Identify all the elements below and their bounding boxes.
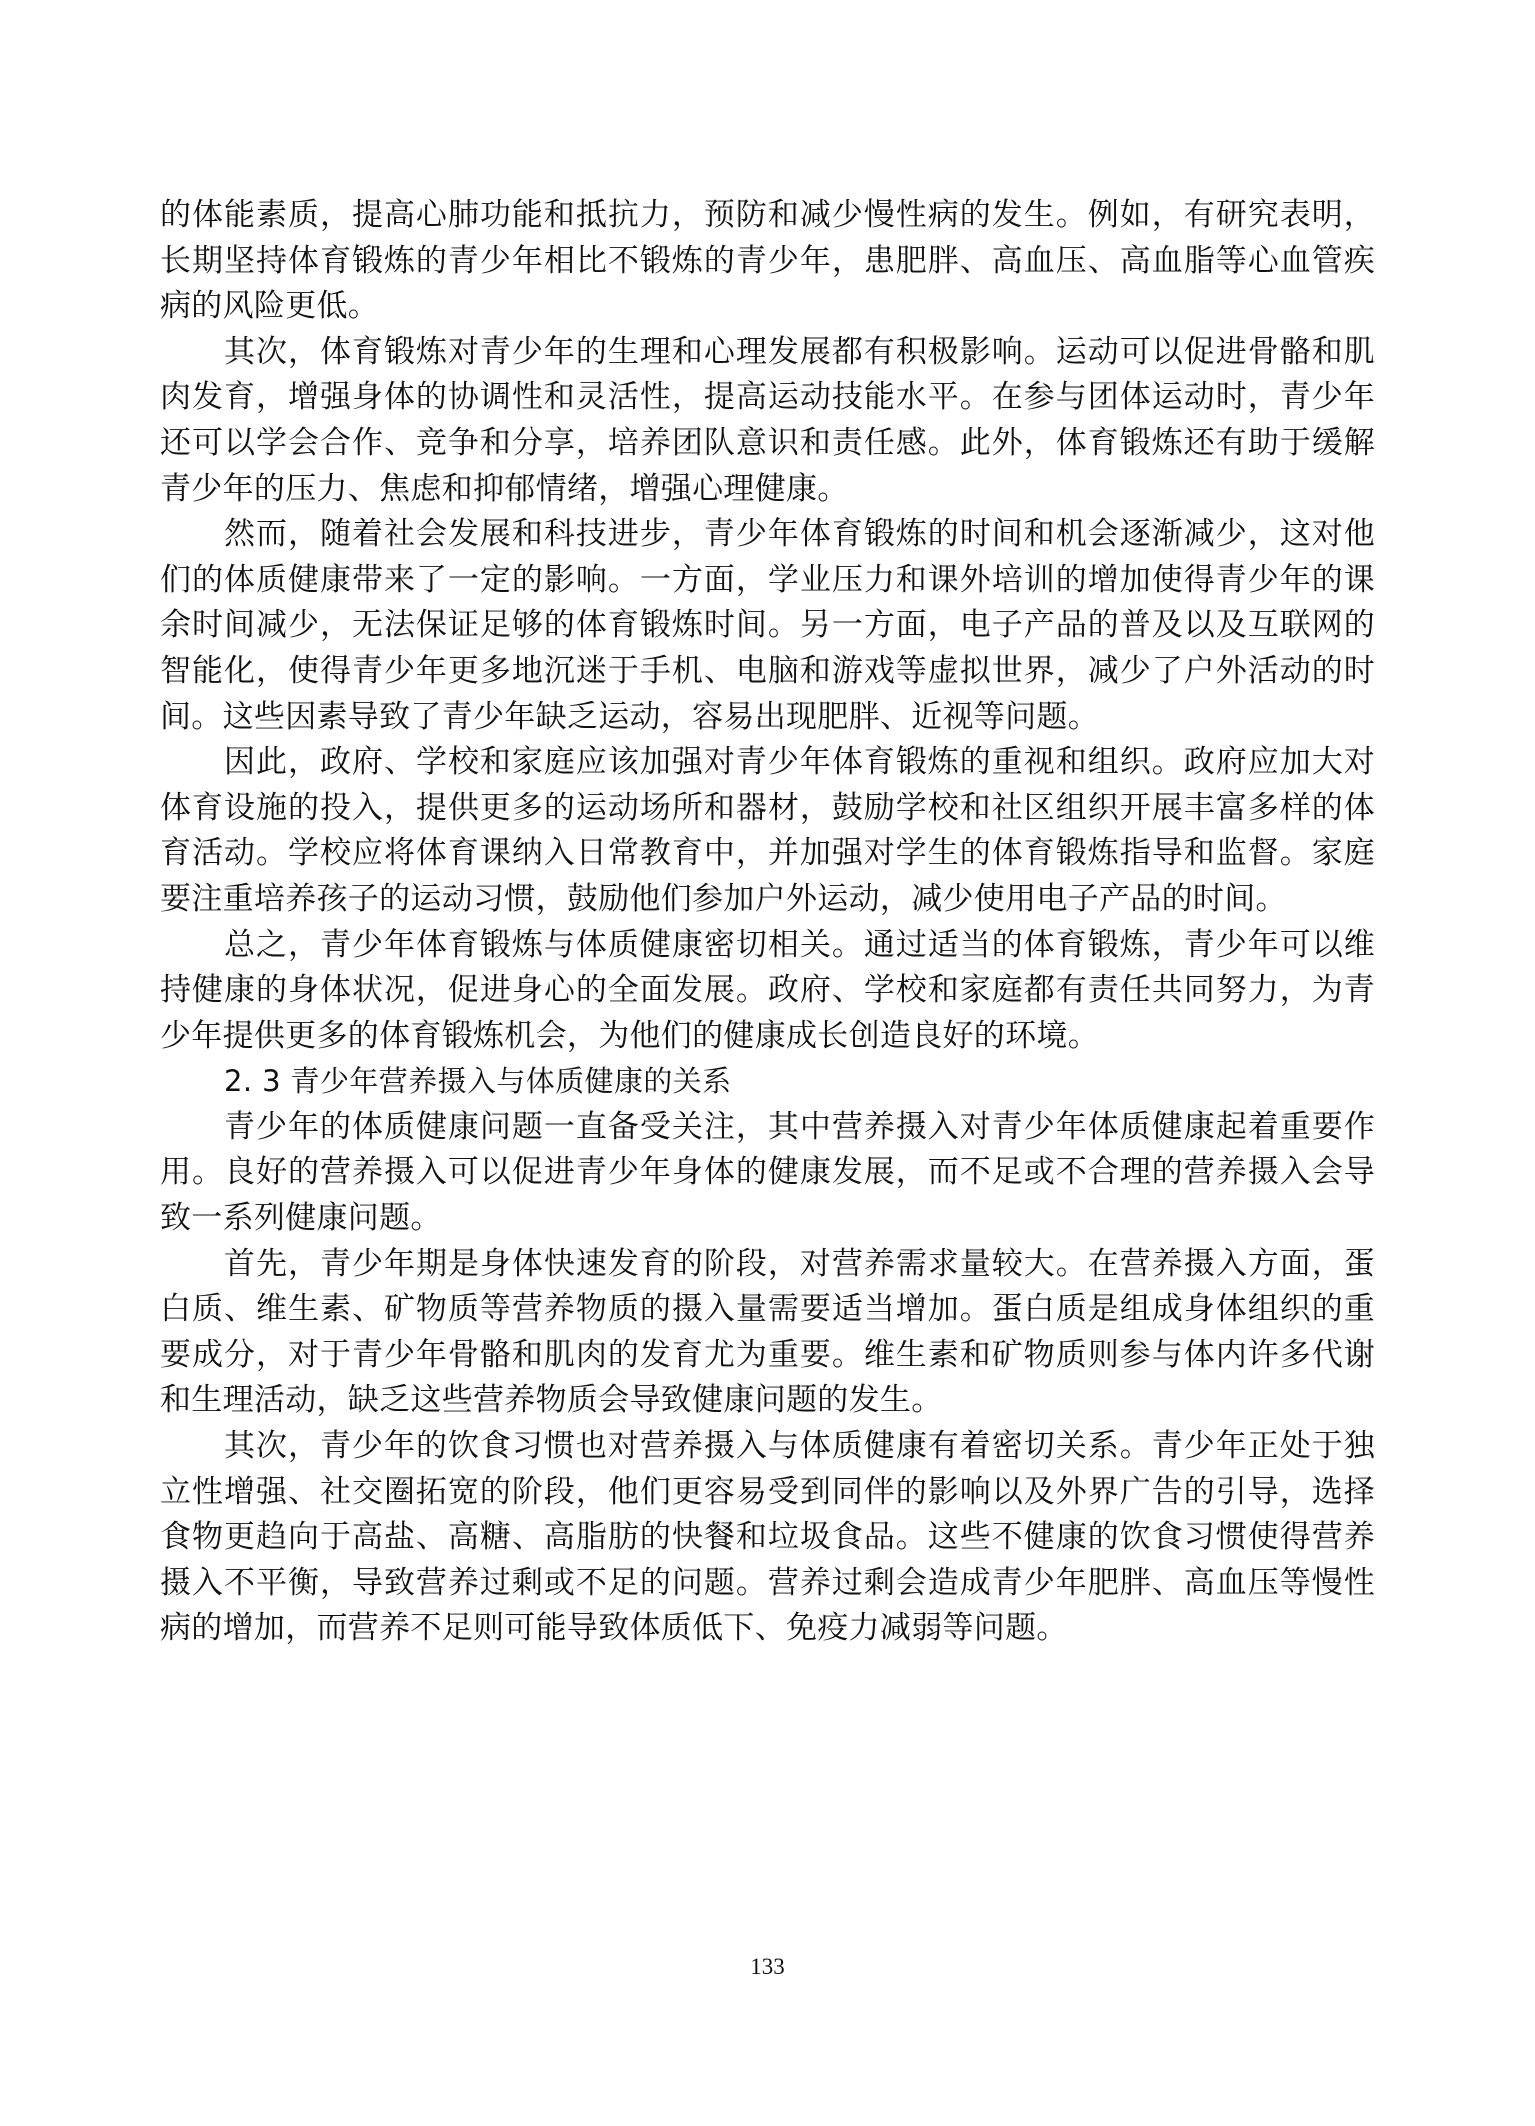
paragraph-conclusion: 总之，青少年体育锻炼与体质健康密切相关。通过适当的体育锻炼，青少年可以维持健康的身体状况，促进身心的全面发展。政府、学校和家庭都有责任共同努力，为青少年提供更多的体育锻炼机会，为他们的健康成长创造良好的环境。 <box>160 926 1375 1054</box>
section-heading: 2. 3 青少年营养摄入与体质健康的关系 <box>224 1064 732 1099</box>
paragraph-eating-habits: 其次，青少年的饮食习惯也对营养摄入与体质健康有着密切关系。青少年正处于独立性增强、社交圈拓宽的阶段，他们更容易受到同伴的影响以及外界广告的引导，选择食物更趋向于高盐、高糖、高脂肪的快餐和垃圾食品。这些不健康的饮食习惯使得营养摄入不平衡，导致营养过剩或不足的问题。营养过剩会造成青少年肥胖、高血压等慢性病的增加，而营养不足则可能导致体质低下、免疫力减弱等问题。 <box>160 1428 1375 1647</box>
paragraph-recommendations: 因此，政府、学校和家庭应该加强对青少年体育锻炼的重视和组织。政府应加大对体育设施的投入，提供更多的运动场所和器材，鼓励学校和社区组织开展丰富多样的体育活动。学校应将体育课纳入日常教育中，并加强对学生的体育锻炼指导和监督。家庭要注重培养孩子的运动习惯，鼓励他们参加户外运动，减少使用电子产品的时间。 <box>160 744 1375 917</box>
page-number: 133 <box>750 1954 785 1979</box>
paragraph-nutrition-needs: 首先，青少年期是身体快速发育的阶段，对营养需求量较大。在营养摄入方面，蛋白质、维生素、矿物质等营养物质的摄入量需要适当增加。蛋白质是组成身体组织的重要成分，对于青少年骨骼和肌肉的发育尤为重要。维生素和矿物质则参与体内许多代谢和生理活动，缺乏这些营养物质会导致健康问题的发生。 <box>160 1245 1375 1419</box>
paragraph-physiological-psychological: 其次，体育锻炼对青少年的生理和心理发展都有积极影响。运动可以促进骨骼和肌肉发育，增强身体的协调性和灵活性，提高运动技能水平。在参与团体运动时，青少年还可以学会合作、竞争和分享，培养团队意识和责任感。此外，体育锻炼还有助于缓解青少年的压力、焦虑和抑郁情绪，增强心理健康。 <box>160 333 1375 507</box>
paragraph-nutrition-intro: 青少年的体质健康问题一直备受关注，其中营养摄入对青少年体质健康起着重要作用。良好的营养摄入可以促进青少年身体的健康发展，而不足或不合理的营养摄入会导致一系列健康问题。 <box>160 1108 1375 1237</box>
body-text <box>160 193 1375 1652</box>
paragraph-reduced-exercise: 然而，随着社会发展和科技进步，青少年体育锻炼的时间和机会逐渐减少，这对他们的体质健康带来了一定的影响。一方面，学业压力和课外培训的增加使得青少年的课余时间减少，无法保证足够的体育锻炼时间。另一方面，电子产品的普及以及互联网的智能化，使得青少年更多地沉迷于手机、电脑和游戏等虚拟世界，减少了户外活动的时间。这些因素导致了青少年缺乏运动，容易出现肥胖、近视等问题。 <box>160 516 1375 735</box>
paragraph-continued: 的体能素质，提高心肺功能和抵抗力，预防和减少慢性病的发生。例如，有研究表明，长期坚持体育锻炼的青少年相比不锻炼的青少年，患肥胖、高血压、高血脂等心血管疾病的风险更低。 <box>160 197 1375 325</box>
